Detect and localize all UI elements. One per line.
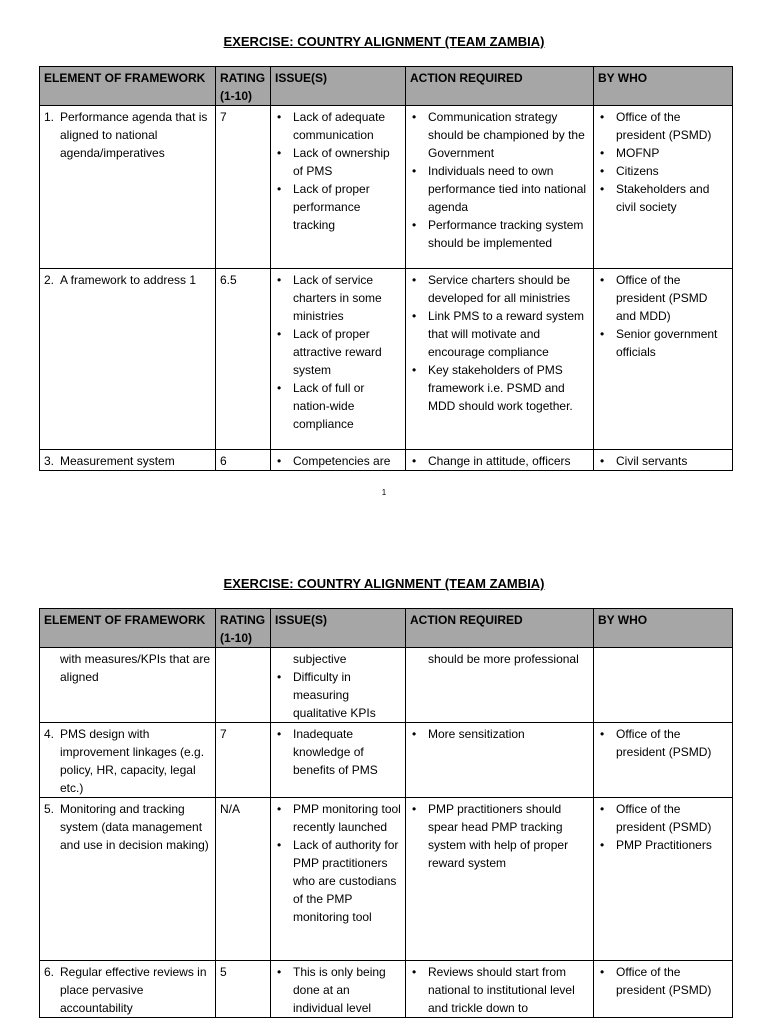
who-item: • Civil servants (598, 452, 728, 470)
table-row (40, 269, 733, 450)
who-item: • PMP Practitioners (598, 836, 728, 854)
issue-item: • Lack of service charters in some ministries (275, 271, 401, 325)
element-text: PMS design with improvement linkages (e.g. policy, HR, capacity, legal etc.) (60, 727, 205, 795)
element-text: A framework to address 1 (60, 273, 197, 287)
who-item: • Office of the president (PSMD and MDD) (598, 271, 728, 325)
element-text: Measurement system (60, 454, 175, 468)
header-action: ACTION REQUIRED (406, 67, 594, 106)
table-row (40, 648, 733, 723)
rating-value: 6.5 (216, 269, 271, 450)
rating-value: 5 (216, 961, 271, 1018)
action-item: • More sensitization (410, 725, 589, 743)
who-item: • Citizens (598, 162, 728, 180)
who-item: • Office of the president (PSMD) (598, 800, 728, 836)
table-row (40, 450, 733, 471)
table-row (40, 723, 733, 798)
action-item: • Performance tracking system should be implemented (410, 216, 589, 252)
issue-item: • Lack of authority for PMP practitioners who are custodians of the PMP monitoring tool (275, 836, 401, 926)
alignment-table-page-1 (39, 66, 733, 471)
table-row (40, 106, 733, 269)
row-number: 2. (44, 273, 55, 287)
header-rating: RATING (1-10) (216, 609, 271, 648)
header-who: BY WHO (594, 67, 733, 106)
action-item: • PMP practitioners should spear head PMP tracking system with help of proper reward system (410, 800, 589, 872)
issue-item: • Difficulty in measuring qualitative KPIs (275, 668, 401, 722)
row-number (44, 650, 60, 686)
action-continuation: should be more professional (428, 652, 579, 666)
header-element: ELEMENT OF FRAMEWORK (40, 67, 216, 106)
table-row (40, 961, 733, 1018)
rating-value (216, 648, 271, 723)
rating-value: 6 (216, 450, 271, 471)
who-item: • Stakeholders and civil society (598, 180, 728, 216)
row-number: 4. (44, 727, 55, 741)
who-item: • Office of the president (PSMD) (598, 108, 728, 144)
action-item: • Change in attitude, officers (410, 452, 589, 470)
rating-value: N/A (216, 798, 271, 961)
action-item: • Service charters should be developed for all ministries (410, 271, 589, 307)
action-item: • Link PMS to a reward system that will motivate and encourage compliance (410, 307, 589, 361)
header-issues: ISSUE(S) (271, 609, 406, 648)
action-item: • Reviews should start from national to institutional level and trickle down to (410, 963, 589, 1017)
row-number: 3. (44, 454, 55, 468)
issue-item: • Lack of ownership of PMS (275, 144, 401, 180)
row-number: 6. (44, 965, 55, 979)
issue-item: • Lack of proper attractive reward system (275, 325, 401, 379)
rating-value: 7 (216, 106, 271, 269)
header-issues: ISSUE(S) (271, 67, 406, 106)
page-title: EXERCISE: COUNTRY ALIGNMENT (TEAM ZAMBIA) (223, 576, 545, 591)
header-element: ELEMENT OF FRAMEWORK (40, 609, 216, 648)
table-header-row (40, 609, 733, 648)
action-item: • Communication strategy should be championed by the Government (410, 108, 589, 162)
page-number: 1 (381, 488, 387, 497)
element-text: Regular effective reviews in place pervasive accountability (60, 965, 207, 1015)
issue-item: • Inadequate knowledge of benefits of PMS (275, 725, 401, 779)
issue-item: • PMP monitoring tool recently launched (275, 800, 401, 836)
element-text: Performance agenda that is aligned to national agenda/imperatives (60, 110, 208, 160)
who-item: • MOFNP (598, 144, 728, 162)
rating-value: 7 (216, 723, 271, 798)
issue-continuation: subjective (293, 652, 347, 666)
header-action: ACTION REQUIRED (406, 609, 594, 648)
issue-item: • Competencies are (275, 452, 401, 470)
who-item: • Office of the president (PSMD) (598, 725, 728, 761)
who-item: • Senior government officials (598, 325, 728, 361)
element-text: Monitoring and tracking system (data management and use in decision making) (60, 802, 209, 852)
alignment-table-page-2 (39, 608, 733, 1018)
issue-item: • Lack of adequate communication (275, 108, 401, 144)
header-rating: RATING (1-10) (216, 67, 271, 106)
issue-item: • Lack of proper performance tracking (275, 180, 401, 234)
issue-item: • This is only being done at an individual level (275, 963, 401, 1017)
row-number: 1. (44, 110, 55, 124)
header-who: BY WHO (594, 609, 733, 648)
issue-item: • Lack of full or nation-wide compliance (275, 379, 401, 433)
page-title: EXERCISE: COUNTRY ALIGNMENT (TEAM ZAMBIA) (223, 34, 545, 49)
action-item: • Individuals need to own performance tied into national agenda (410, 162, 589, 216)
who-item: • Office of the president (PSMD) (598, 963, 728, 999)
element-text: with measures/KPIs that are aligned (60, 652, 211, 684)
table-header-row (40, 67, 733, 106)
action-item: • Key stakeholders of PMS framework i.e. PSMD and MDD should work together. (410, 361, 589, 415)
row-number: 5. (44, 802, 55, 816)
table-row (40, 798, 733, 961)
